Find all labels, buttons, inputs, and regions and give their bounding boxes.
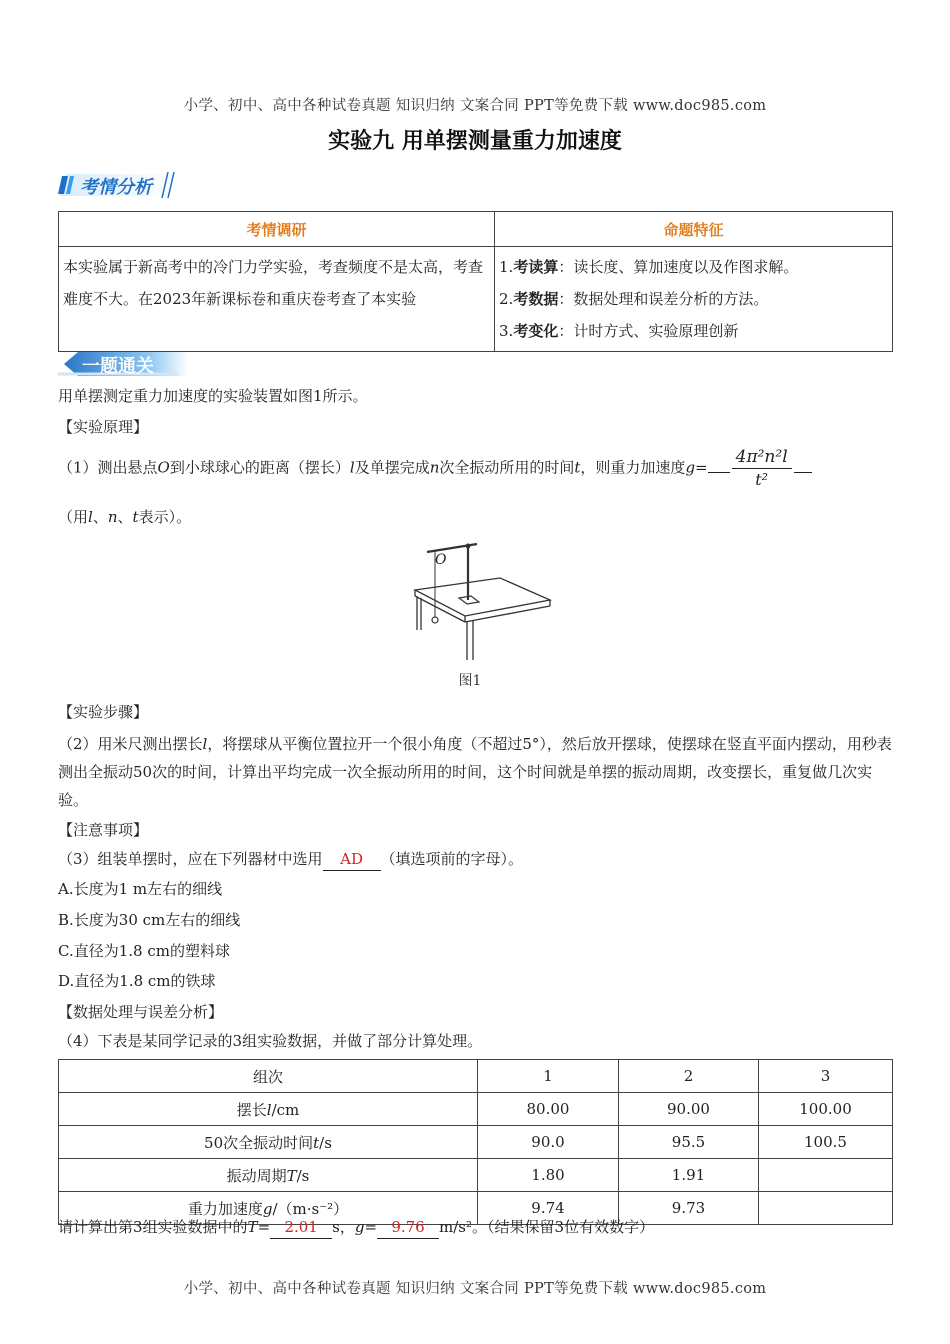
table-row bbox=[59, 1126, 893, 1159]
option-a: A.长度为1 m左右的细线 bbox=[58, 880, 223, 898]
intro-text: 用单摆测定重力加速度的实验装置如图1所示。 bbox=[58, 387, 368, 405]
table-cell: 9.74 bbox=[478, 1192, 619, 1225]
table-row bbox=[59, 1093, 893, 1126]
row-label: 振动周期T/s bbox=[59, 1159, 478, 1192]
section-principle: 【实验原理】 bbox=[58, 418, 149, 436]
analysis-col1-text: 本实验属于新高考中的冷门力学实验，考查频度不是太高，考查难度不大。在2023年新课标卷和重庆卷考查了本实验 bbox=[59, 247, 495, 352]
table-cell: 90.0 bbox=[478, 1126, 619, 1159]
analysis-item-3: 3.考变化：计时方式、实验原理创新 bbox=[499, 322, 739, 340]
data-table bbox=[58, 1059, 893, 1225]
table-header-cell: 1 bbox=[478, 1060, 619, 1093]
option-c: C.直径为1.8 cm的塑料球 bbox=[58, 942, 230, 960]
section-banner-analysis bbox=[58, 170, 198, 200]
analysis-item-2: 2.考数据：数据处理和误差分析的方法。 bbox=[499, 290, 769, 308]
question-4-answer: 请计算出第3组实验数据中的T= 2.01 s，g= 9.76 m/s²。（结果保留3位有效数字） bbox=[58, 1216, 898, 1239]
banner-practice-label: 一题通关 bbox=[82, 356, 154, 377]
page-footer: 小学、初中、高中各种试卷真题 知识归纳 文案合同 PPT等免费下载 www.doc985.com bbox=[183, 1281, 767, 1297]
question-4-intro: （4）下表是某同学记录的3组实验数据，并做了部分计算处理。 bbox=[58, 1032, 483, 1050]
question-1-note: （用l、n、t表示）。 bbox=[58, 508, 192, 526]
gravity-formula: $\frac{\text{4π²n²l}}{\text{t²}}$ bbox=[732, 446, 792, 491]
pendulum-point-label: O bbox=[435, 552, 447, 568]
question-3: （3）组装单摆时，应在下列器材中选用 AD （填选项前的字母）。 bbox=[58, 848, 898, 871]
option-d: D.直径为1.8 cm的铁球 bbox=[58, 972, 216, 990]
section-notes: 【注意事项】 bbox=[58, 821, 149, 839]
page-title: 实验九 用单摆测量重力加速度 bbox=[328, 129, 622, 154]
section-banner-practice bbox=[58, 350, 198, 378]
table-cell: 95.5 bbox=[619, 1126, 759, 1159]
page-header: 小学、初中、高中各种试卷真题 知识归纳 文案合同 PPT等免费下载 www.doc985.com bbox=[183, 98, 767, 114]
pendulum-apparatus-icon bbox=[405, 538, 555, 668]
question-2: （2）用米尺测出摆长l，将摆球从平衡位置拉开一个很小角度（不超过5°），然后放开摆球，使摆球在竖直平面内摆动，用秒表测出全振动50次的时间，计算出平均完成一次全振动所用的时间，这个时间就是单摆的振动周期，改变摆长，重复做几次实验。 bbox=[58, 735, 892, 809]
table-header-cell: 2 bbox=[619, 1060, 759, 1093]
analysis-col1-header: 考情调研 bbox=[59, 212, 495, 247]
table-cell: 80.00 bbox=[478, 1093, 619, 1126]
q3-answer-blank: AD bbox=[323, 848, 381, 871]
table-row bbox=[59, 1159, 893, 1192]
figure-caption: 图1 bbox=[458, 673, 482, 689]
analysis-table bbox=[58, 211, 893, 352]
table-cell bbox=[759, 1159, 893, 1192]
table-cell: 90.00 bbox=[619, 1093, 759, 1126]
analysis-item-1: 1.考读算：读长度、算加速度以及作图求解。 bbox=[499, 258, 799, 276]
row-label: 重力加速度g/（m·s⁻²） bbox=[59, 1192, 478, 1225]
figure-pendulum bbox=[405, 538, 555, 693]
section-steps: 【实验步骤】 bbox=[58, 703, 149, 721]
table-cell: 1.80 bbox=[478, 1159, 619, 1192]
table-cell: 100.5 bbox=[759, 1126, 893, 1159]
analysis-col2-header: 命题特征 bbox=[495, 212, 893, 247]
banner-analysis-label: 考情分析 bbox=[80, 177, 152, 198]
analysis-col2-list bbox=[495, 247, 893, 352]
table-cell: 1.91 bbox=[619, 1159, 759, 1192]
option-b: B.长度为30 cm左右的细线 bbox=[58, 911, 241, 929]
table-cell: 9.73 bbox=[619, 1192, 759, 1225]
table-header-cell: 3 bbox=[759, 1060, 893, 1093]
table-cell: 100.00 bbox=[759, 1093, 893, 1126]
section-data: 【数据处理与误差分析】 bbox=[58, 1003, 224, 1021]
period-answer-blank: 2.01 bbox=[270, 1216, 332, 1239]
row-label: 50次全振动时间t/s bbox=[59, 1126, 478, 1159]
row-label: 摆长l/cm bbox=[59, 1093, 478, 1126]
table-header-row bbox=[59, 1060, 893, 1093]
table-header-cell: 组次 bbox=[59, 1060, 478, 1093]
question-1: （1）测出悬点O到小球球心的距离（摆长）l及单摆完成n次全振动所用的时间t，则重力加速度g= $\frac{\text{4π²n²l}}{\text{t²}}$ bbox=[58, 446, 898, 491]
gravity-answer-blank: 9.76 bbox=[377, 1216, 439, 1239]
